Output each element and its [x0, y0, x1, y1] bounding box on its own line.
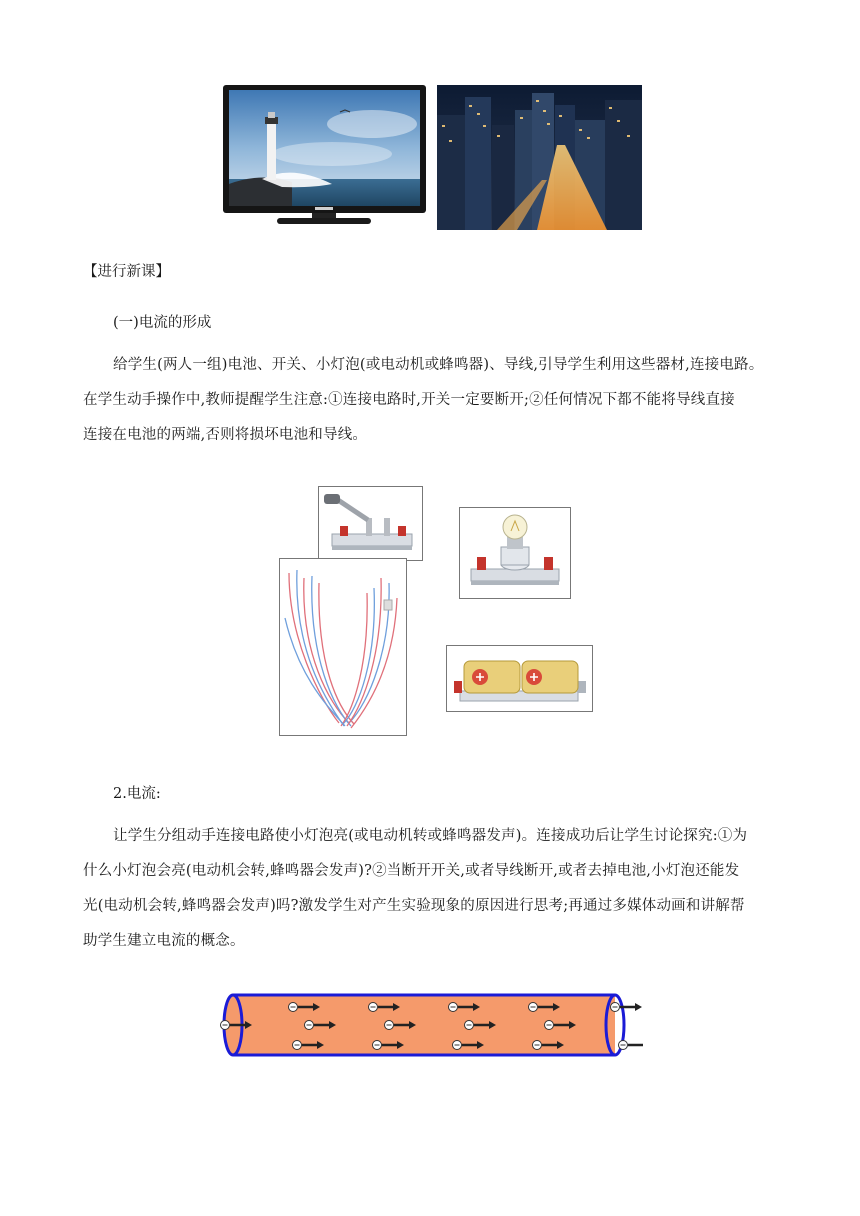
paragraph-1-line: 连接在电池的两端,否则将损坏电池和导线。	[83, 427, 368, 443]
knife-switch-image	[318, 486, 423, 561]
paragraph-2-line: 光(电动机会转,蜂鸣器会发声)吗?激发学生对产生实验现象的原因进行思考;再通过多媒体动画和讲解帮	[83, 898, 745, 914]
electron	[611, 1003, 643, 1012]
battery-box-image	[446, 645, 593, 712]
wires-bundle-image	[279, 558, 407, 736]
paragraph-1-line: 在学生动手操作中,教师提醒学生注意:①连接电路时,开关一定要断开;②任何情况下都不能将导线直接	[83, 392, 735, 408]
city-night-image	[437, 85, 642, 230]
paragraph-1	[83, 348, 783, 453]
conductor-electron-flow-image	[213, 990, 643, 1060]
tv-lighthouse-image	[222, 84, 427, 230]
subsection-title-2: 2.电流:	[113, 786, 161, 802]
subsection-title-1: (一)电流的形成	[113, 315, 212, 331]
bulb-holder-image	[459, 507, 571, 599]
paragraph-1-line: 给学生(两人一组)电池、开关、小灯泡(或电动机或蜂鸣器)、导线,引导学生利用这些器材,连接电路。	[113, 357, 764, 373]
section-label: 【进行新课】	[83, 264, 170, 280]
paragraph-2	[83, 819, 783, 959]
paragraph-2-line: 什么小灯泡会亮(电动机会转,蜂鸣器会发声)?②当断开开关,或者导线断开,或者去掉电池,小灯泡还能发	[83, 863, 740, 879]
electron	[619, 1041, 644, 1050]
paragraph-2-line: 让学生分组动手连接电路使小灯泡亮(或电动机转或蜂鸣器发声)。连接成功后让学生讨论探究:①为	[113, 828, 748, 844]
paragraph-2-line: 助学生建立电流的概念。	[83, 933, 245, 949]
